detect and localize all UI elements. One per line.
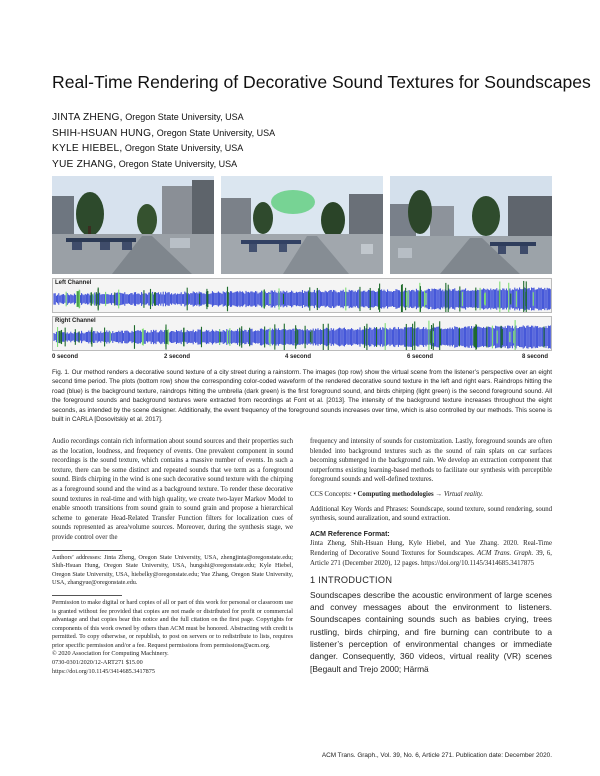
author-name: JINTA ZHENG, [52, 112, 123, 123]
abstract-paragraph-left: Audio recordings contain rich information about sound sources and their properties such as the location, loudness, and frequency of events. One prevalent component in sound recordings is the sound texture, which contains a massive number of events. In such a texture, there can be some distinct and repeated sounds that we term as a foreground sound. Birds chirping in the wind is one such decorative sound texture with the chirping as a foreground sound and the wind as a background texture. To render these decorative sound textures in real-time and with high quality, we create two-layer Markov Model to enable smooth transitions from sound grain to sound grain and propose a hierarchical scheme to generate Head-Related Transfer Function filters for localization cues of sounds represented as area/volume sources. Moreover, during the synthesis stage, we provide control over the [52, 438, 293, 541]
doi-link[interactable]: https://doi.org/10.1145/3414685.3417875 [52, 667, 155, 675]
footnote-rule [52, 550, 122, 551]
section-heading-introduction: 1 INTRODUCTION [310, 575, 393, 586]
author-affiliation: Oregon State University, USA [125, 112, 244, 122]
abstract-paragraph-right: frequency and intensity of sounds for customization. Lastly, foreground sounds are often blended into background textures such as the sound of rain splats on car surfaces becoming submerged in the background rain. We develop an extraction component that outperforms existing learning-based methods to facilitate our synthesis with perceptible foreground sounds and well-defined textures. [310, 438, 552, 484]
left-waveform-plot [53, 279, 552, 313]
scene-photo-1 [52, 176, 214, 274]
right-channel-waveform [52, 316, 552, 351]
reference-heading: ACM Reference Format: [310, 530, 390, 538]
authors-addresses: Authors’ addresses: Jinta Zheng, Oregon State University, USA, zhengjinta@oregonstate.edu; Shih-Hsuan Hung, Oregon State University, USA, hungshi@oregonstate.edu; Kyle Hiebel, Oregon State University, USA, hiebelky@oregonstate.edu; Yue Zhang, Oregon State University, USA, zhangyue@oregonstate.edu. [52, 553, 293, 587]
ccs-term: Virtual reality. [443, 490, 484, 498]
paper-title: Real-Time Rendering of Decorative Sound Textures for Soundscapes [52, 72, 591, 92]
reference-details: 39, 6, Article 271 (December 2020), 12 pages. https://doi.org/10.1145/3414685.3417875 [310, 549, 552, 567]
introduction-paragraph: Soundscapes describe the acoustic environment of large scenes and convey messages about the environment to listeners. Soundscapes containing sounds such as babies crying, trees rustling, birds chirping, and fire burning can contribute to a listener’s perception of environmental changes or immediate danger. Consequently, 360 videos, virtual reality (VR) scenes [Begault and Trejo 2000; Härmä [310, 589, 552, 674]
author-entry [52, 157, 552, 173]
scene-photo-2 [221, 176, 383, 274]
reference-journal: ACM Trans. Graph. [477, 549, 534, 557]
keywords: Additional Key Words and Phrases: Soundscape, sound texture, sound rendering, sound synthesis, sound auralization, and sound extraction. [310, 505, 552, 523]
caption-label: Fig. 1. [52, 369, 70, 376]
issn-line: 0730-0301/2020/12-ART271 $15.00 [52, 659, 143, 667]
permission-notice: Permission to make digital or hard copies of all or part of this work for personal or classroom use is granted without fee provided that copies are not made or distributed for profit or commercial advantage and that copies bear this notice and the full citation on the first page. Copyrights for components of this work owned by others than ACM must be honored. Abstracting with credit is permitted. To copy otherwise, or republish, to post on servers or to redistribute to lists, requires prior specific permission and/or a fee. Request permissions from permissions@acm.org. [52, 598, 293, 649]
time-tick: 8 second [522, 354, 549, 360]
author-name: KYLE HIEBEL, [52, 143, 123, 154]
figure-caption [52, 368, 552, 424]
author-name: YUE ZHANG, [52, 158, 117, 170]
ccs-prefix: CCS Concepts: • [310, 490, 356, 498]
footnote-rule [52, 595, 122, 596]
reference-format [310, 539, 552, 568]
time-tick: 0 second [52, 354, 79, 360]
author-entry [52, 110, 552, 126]
right-waveform-plot [53, 317, 552, 351]
right-column [310, 437, 552, 675]
time-axis [52, 354, 552, 363]
left-column [52, 437, 293, 676]
time-tick: 2 second [164, 354, 191, 360]
author-list [52, 110, 552, 172]
ccs-arrow: → [433, 490, 444, 498]
author-affiliation: Oregon State University, USA [156, 127, 276, 138]
author-affiliation: Oregon State University, USA [118, 158, 238, 169]
author-affiliation: Oregon State University, USA [124, 143, 244, 153]
scene-photo-3 [390, 176, 552, 274]
author-entry [52, 126, 552, 142]
teaser-figure [52, 176, 552, 362]
left-channel-waveform [52, 278, 552, 313]
left-channel-label: Left Channel [55, 280, 92, 286]
author-name: SHIH-HSUAN HUNG, [52, 127, 155, 139]
caption-text: Our method renders a decorative sound texture of a city street during a rainstorm. The images (top row) show the virtual scene from the listener’s perspective over an eight second time period. The plots (bottom row) show the corresponding color-coded waveform of the rendered decorative sound texture in the left and right ears. Raindrops hitting the road (blue) is the background texture, raindrops hitting the umbrella (dark green) is the first foreground sound, and birds chirping (light green) is the second foreground sound. All the foreground sounds and background textures were extracted from recordings at Font et al. [2013]. The intensity of the background texture increases throughout the eight seconds, as intended by the scene designer. Additionally, the event frequency of the foreground sounds increases over time, which is also controlled by our methods. This scene is built in CARLA [Dosovitskiy et al. 2017]. [52, 369, 553, 424]
ccs-category: Computing methodologies [357, 490, 434, 498]
copyright-line: © 2020 Association for Computing Machinery. [52, 650, 169, 658]
time-tick: 6 second [407, 354, 434, 360]
page-footer: ACM Trans. Graph., Vol. 39, No. 6, Article 271. Publication date: December 2020. [321, 752, 552, 759]
author-entry [52, 141, 552, 157]
ccs-concepts [310, 490, 552, 500]
time-tick: 4 second [285, 354, 312, 360]
reference-authors: Jinta Zheng, Shih-Hsuan Hung, Kyle Hiebel, and Yue Zhang. 2020. Real-Time Rendering of Decorative Sound Textures for Soundscapes. [310, 540, 552, 557]
right-channel-label: Right Channel [55, 318, 96, 324]
